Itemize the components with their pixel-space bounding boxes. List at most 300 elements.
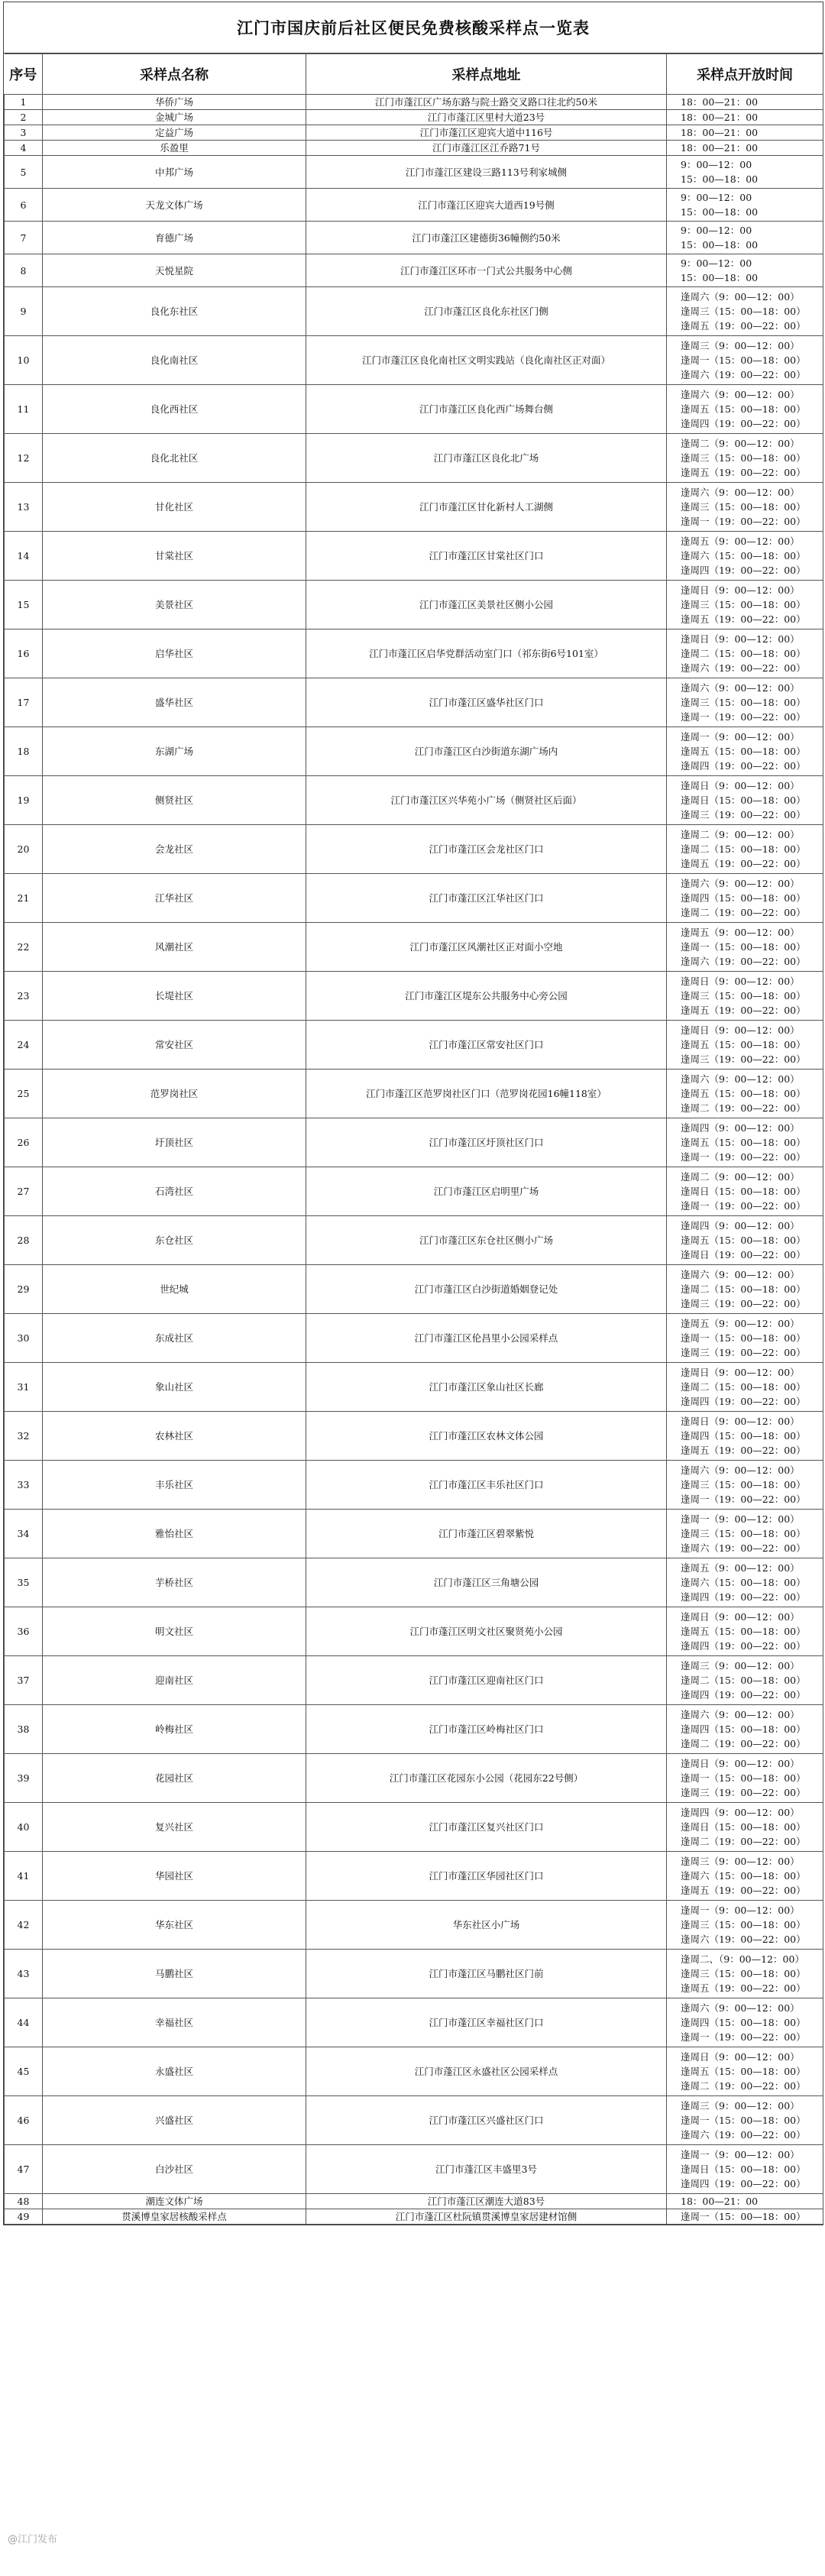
opening-hours-line: 逢周一（9：00—12：00）	[681, 1904, 800, 1916]
opening-hours-line: 逢周五（15：00—18：00）	[681, 1626, 806, 1637]
row-number: 44	[5, 1998, 43, 2047]
opening-hours-line: 逢周六（9：00—12：00）	[681, 1709, 800, 1720]
opening-hours-line: 逢周四（9：00—12：00）	[681, 1220, 800, 1231]
table-row	[5, 825, 823, 874]
site-address: 江门市蓬江区幸福社区门口	[306, 1998, 667, 2047]
site-address: 江门市蓬江区启华党群活动室门口（祁东街6号101室）	[306, 629, 667, 678]
opening-hours-line: 逢周五（15：00—18：00）	[681, 403, 806, 415]
opening-hours-line: 18：00—21：00	[681, 96, 759, 108]
opening-hours	[667, 581, 823, 629]
opening-hours-line: 逢周二（19：00—22：00）	[681, 1836, 806, 1847]
site-name: 潮连文体广场	[43, 2194, 306, 2209]
opening-hours	[667, 1216, 823, 1265]
opening-hours	[667, 189, 823, 222]
table-row	[5, 972, 823, 1021]
opening-hours-line: 逢周三（9：00—12：00）	[681, 340, 800, 351]
site-address: 江门市蓬江区良化北广场	[306, 434, 667, 483]
opening-hours-line: 逢周五（15：00—18：00）	[681, 1235, 806, 1246]
opening-hours-line: 逢周三（9：00—12：00）	[681, 1856, 800, 1867]
opening-hours-line: 逢周三（19：00—22：00）	[681, 1298, 806, 1309]
table-row	[5, 1754, 823, 1803]
opening-hours-line: 逢周一（15：00—18：00）	[681, 941, 806, 953]
opening-hours	[667, 110, 823, 125]
site-address: 江门市蓬江区风潮社区正对面小空地	[306, 923, 667, 972]
opening-hours-line: 逢周一（9：00—12：00）	[681, 1513, 800, 1525]
site-address: 江门市蓬江区潮连大道83号	[306, 2194, 667, 2209]
opening-hours-line: 逢周三（15：00—18：00）	[681, 1528, 806, 1539]
opening-hours-line: 逢周六（19：00—22：00）	[681, 369, 806, 380]
opening-hours	[667, 2145, 823, 2194]
site-address: 华东社区小广场	[306, 1901, 667, 1950]
site-name: 美景社区	[43, 581, 306, 629]
row-number: 20	[5, 825, 43, 874]
sampling-sites-table	[4, 53, 823, 2225]
opening-hours	[667, 1461, 823, 1510]
site-address: 江门市蓬江区花园东小公园（花园东22号侧）	[306, 1754, 667, 1803]
opening-hours	[667, 483, 823, 532]
opening-hours-line: 逢周五（15：00—18：00）	[681, 1137, 806, 1148]
opening-hours-line: 15：00—18：00	[681, 272, 759, 283]
site-address: 江门市蓬江区江乔路71号	[306, 141, 667, 156]
site-name: 马鹏社区	[43, 1950, 306, 1998]
table-row	[5, 776, 823, 825]
site-name: 甘化社区	[43, 483, 306, 532]
opening-hours-line: 逢周六（19：00—22：00）	[681, 1934, 806, 1945]
site-name: 盛华社区	[43, 678, 306, 727]
opening-hours	[667, 923, 823, 972]
opening-hours-line: 逢周五（9：00—12：00）	[681, 536, 800, 547]
row-number: 48	[5, 2194, 43, 2209]
table-row	[5, 1461, 823, 1510]
site-name: 侧贤社区	[43, 776, 306, 825]
row-number: 46	[5, 2096, 43, 2145]
site-address: 江门市蓬江区马鹏社区门前	[306, 1950, 667, 1998]
opening-hours-line: 逢周一（9：00—12：00）	[681, 2149, 800, 2160]
opening-hours-line: 逢周二（15：00—18：00）	[681, 1675, 806, 1686]
row-number: 41	[5, 1852, 43, 1901]
opening-hours-line: 逢周二（19：00—22：00）	[681, 1738, 806, 1749]
opening-hours-line: 逢周三（15：00—18：00）	[681, 697, 806, 708]
opening-hours	[667, 156, 823, 189]
opening-hours-line: 逢周五（9：00—12：00）	[681, 1562, 800, 1574]
opening-hours	[667, 1803, 823, 1852]
table-row	[5, 727, 823, 776]
site-address: 江门市蓬江区常安社区门口	[306, 1021, 667, 1070]
site-name: 良化西社区	[43, 385, 306, 434]
opening-hours	[667, 1510, 823, 1558]
site-address: 江门市蓬江区迎宾大道中116号	[306, 125, 667, 141]
opening-hours-line: 逢周六（15：00—18：00）	[681, 1577, 806, 1588]
site-address: 江门市蓬江区岭梅社区门口	[306, 1705, 667, 1754]
opening-hours-line: 15：00—18：00	[681, 239, 759, 251]
opening-hours	[667, 2047, 823, 2096]
opening-hours-line: 逢周日（9：00—12：00）	[681, 2051, 800, 2063]
site-name: 甘棠社区	[43, 532, 306, 581]
site-name: 芋桥社区	[43, 1558, 306, 1607]
opening-hours	[667, 385, 823, 434]
opening-hours-line: 逢周六（19：00—22：00）	[681, 956, 806, 967]
table-row	[5, 1852, 823, 1901]
row-number: 9	[5, 287, 43, 336]
row-number: 18	[5, 727, 43, 776]
site-name: 定益广场	[43, 125, 306, 141]
opening-hours-line: 逢周一（19：00—22：00）	[681, 1200, 806, 1212]
row-number: 26	[5, 1118, 43, 1167]
opening-hours-line: 逢周二（19：00—22：00）	[681, 1102, 806, 1114]
opening-hours-line: 逢周三（19：00—22：00）	[681, 1053, 806, 1065]
opening-hours-line: 逢周一（9：00—12：00）	[681, 731, 800, 743]
row-number: 36	[5, 1607, 43, 1656]
table-row	[5, 581, 823, 629]
opening-hours-line: 逢周一（19：00—22：00）	[681, 2031, 806, 2043]
site-address: 江门市蓬江区白沙街道婚姻登记处	[306, 1265, 667, 1314]
site-address: 江门市蓬江区甘棠社区门口	[306, 532, 667, 581]
watermark: @江门发布	[8, 2534, 58, 2545]
table-row	[5, 923, 823, 972]
site-address: 江门市蓬江区华园社区门口	[306, 1852, 667, 1901]
table-row	[5, 1705, 823, 1754]
row-number: 12	[5, 434, 43, 483]
opening-hours	[667, 125, 823, 141]
opening-hours-line: 9：00—12：00	[681, 225, 752, 236]
row-number: 25	[5, 1070, 43, 1118]
opening-hours	[667, 1118, 823, 1167]
table-row	[5, 1412, 823, 1461]
row-number: 29	[5, 1265, 43, 1314]
opening-hours-line: 逢周日（9：00—12：00）	[681, 1024, 800, 1036]
opening-hours	[667, 825, 823, 874]
opening-hours	[667, 222, 823, 254]
opening-hours-line: 15：00—18：00	[681, 206, 759, 218]
row-number: 4	[5, 141, 43, 156]
table-body	[5, 95, 823, 2225]
page-title: 江门市国庆前后社区便民免费核酸采样点一览表	[4, 2, 823, 53]
opening-hours-line: 逢周三（15：00—18：00）	[681, 1919, 806, 1930]
site-name: 东仓社区	[43, 1216, 306, 1265]
opening-hours-line: 逢周一（19：00—22：00）	[681, 516, 806, 527]
site-address: 江门市蓬江区会龙社区门口	[306, 825, 667, 874]
table-row	[5, 2209, 823, 2225]
table-row	[5, 1998, 823, 2047]
row-number: 11	[5, 385, 43, 434]
site-name: 启华社区	[43, 629, 306, 678]
table-row	[5, 1363, 823, 1412]
opening-hours	[667, 95, 823, 110]
row-number: 40	[5, 1803, 43, 1852]
opening-hours-line: 逢周四（19：00—22：00）	[681, 1396, 806, 1407]
opening-hours-line: 18：00—21：00	[681, 127, 759, 138]
site-address: 江门市蓬江区建德街36幢侧约50米	[306, 222, 667, 254]
row-number: 5	[5, 156, 43, 189]
opening-hours-line: 逢周四（15：00—18：00）	[681, 2017, 806, 2028]
row-number: 10	[5, 336, 43, 385]
column-header-address: 采样点地址	[306, 54, 667, 95]
table-row	[5, 1558, 823, 1607]
site-name: 中邦广场	[43, 156, 306, 189]
site-address: 江门市蓬江区象山社区长廊	[306, 1363, 667, 1412]
column-header-no: 序号	[5, 54, 43, 95]
sampling-sites-sheet	[3, 2, 823, 2225]
site-name: 天龙文体广场	[43, 189, 306, 222]
table-row	[5, 1265, 823, 1314]
site-name: 兴盛社区	[43, 2096, 306, 2145]
opening-hours-line: 逢周六（9：00—12：00）	[681, 2002, 800, 2014]
opening-hours-line: 逢周五（19：00—22：00）	[681, 858, 806, 869]
opening-hours	[667, 1070, 823, 1118]
table-row	[5, 1803, 823, 1852]
opening-hours-line: 逢周三（15：00—18：00）	[681, 990, 806, 1002]
opening-hours-line: 逢周三（9：00—12：00）	[681, 1660, 800, 1671]
opening-hours	[667, 1558, 823, 1607]
column-header-hours: 采样点开放时间	[667, 54, 823, 95]
opening-hours-line: 逢周四（15：00—18：00）	[681, 1723, 806, 1735]
site-address: 江门市蓬江区美景社区侧小公园	[306, 581, 667, 629]
table-row	[5, 532, 823, 581]
opening-hours-line: 逢周五（15：00—18：00）	[681, 1088, 806, 1099]
opening-hours-line: 逢周六（9：00—12：00）	[681, 682, 800, 694]
site-name: 丰乐社区	[43, 1461, 306, 1510]
opening-hours-line: 逢周五（19：00—22：00）	[681, 1445, 806, 1456]
opening-hours	[667, 1656, 823, 1705]
opening-hours-line: 逢周五（19：00—22：00）	[681, 1982, 806, 1994]
site-address: 江门市蓬江区盛华社区门口	[306, 678, 667, 727]
opening-hours-line: 逢周五（15：00—18：00）	[681, 2066, 806, 2077]
row-number: 8	[5, 254, 43, 287]
opening-hours	[667, 1021, 823, 1070]
site-name: 雅怡社区	[43, 1510, 306, 1558]
opening-hours-line: 逢周五（19：00—22：00）	[681, 1885, 806, 1896]
opening-hours-line: 逢周二（19：00—22：00）	[681, 2080, 806, 2092]
opening-hours-line: 18：00—21：00	[681, 112, 759, 123]
opening-hours-line: 逢周三（9：00—12：00）	[681, 2100, 800, 2112]
opening-hours	[667, 629, 823, 678]
table-row	[5, 1607, 823, 1656]
row-number: 7	[5, 222, 43, 254]
site-address: 江门市蓬江区碧翠紫悦	[306, 1510, 667, 1558]
opening-hours-line: 9：00—12：00	[681, 192, 752, 203]
opening-hours-line: 逢周日（15：00—18：00）	[681, 794, 806, 806]
site-address: 江门市蓬江区兴华苑小广场（侧贤社区后面）	[306, 776, 667, 825]
opening-hours-line: 逢周六（15：00—18：00）	[681, 550, 806, 561]
table-row	[5, 1510, 823, 1558]
table-row	[5, 1216, 823, 1265]
table-row	[5, 629, 823, 678]
site-name: 金城广场	[43, 110, 306, 125]
row-number: 39	[5, 1754, 43, 1803]
opening-hours-line: 逢周日（19：00—22：00）	[681, 1249, 806, 1260]
row-number: 33	[5, 1461, 43, 1510]
opening-hours-line: 逢周六（19：00—22：00）	[681, 1542, 806, 1554]
opening-hours-line: 逢周一（15：00—18：00）	[681, 2211, 806, 2222]
opening-hours-line: 逢周五（19：00—22：00）	[681, 613, 806, 625]
opening-hours-line: 逢周四（19：00—22：00）	[681, 2178, 806, 2189]
row-number: 3	[5, 125, 43, 141]
site-address: 江门市蓬江区伦昌里小公园采样点	[306, 1314, 667, 1363]
opening-hours-line: 逢周四（15：00—18：00）	[681, 892, 806, 904]
site-address: 江门市蓬江区迎南社区门口	[306, 1656, 667, 1705]
table-row	[5, 110, 823, 125]
opening-hours-line: 逢周三（19：00—22：00）	[681, 1787, 806, 1798]
opening-hours-line: 逢周四（9：00—12：00）	[681, 1122, 800, 1134]
site-name: 花园社区	[43, 1754, 306, 1803]
site-address: 江门市蓬江区三角塘公园	[306, 1558, 667, 1607]
opening-hours	[667, 1314, 823, 1363]
row-number: 15	[5, 581, 43, 629]
opening-hours-line: 逢周二（15：00—18：00）	[681, 1283, 806, 1295]
opening-hours-line: 逢周五（19：00—22：00）	[681, 1005, 806, 1016]
opening-hours-line: 逢周四（19：00—22：00）	[681, 1689, 806, 1701]
opening-hours-line: 逢周三（15：00—18：00）	[681, 452, 806, 464]
site-name: 世纪城	[43, 1265, 306, 1314]
row-number: 6	[5, 189, 43, 222]
opening-hours-line: 18：00—21：00	[681, 142, 759, 154]
opening-hours-line: 逢周六（9：00—12：00）	[681, 389, 800, 400]
site-name: 象山社区	[43, 1363, 306, 1412]
opening-hours	[667, 874, 823, 923]
opening-hours-line: 9：00—12：00	[681, 257, 752, 269]
row-number: 16	[5, 629, 43, 678]
site-name: 良化南社区	[43, 336, 306, 385]
opening-hours	[667, 776, 823, 825]
row-number: 21	[5, 874, 43, 923]
opening-hours	[667, 1363, 823, 1412]
row-number: 17	[5, 678, 43, 727]
site-address: 江门市蓬江区丰乐社区门口	[306, 1461, 667, 1510]
site-name: 良化北社区	[43, 434, 306, 483]
row-number: 43	[5, 1950, 43, 1998]
table-row	[5, 2047, 823, 2096]
opening-hours-line: 逢周二（15：00—18：00）	[681, 1381, 806, 1393]
site-name: 幸福社区	[43, 1998, 306, 2047]
site-address: 江门市蓬江区白沙街道东湖广场内	[306, 727, 667, 776]
row-number: 13	[5, 483, 43, 532]
table-row	[5, 95, 823, 110]
table-row	[5, 156, 823, 189]
opening-hours	[667, 1167, 823, 1216]
opening-hours-line: 逢周三（15：00—18：00）	[681, 599, 806, 610]
site-name: 华侨广场	[43, 95, 306, 110]
table-row	[5, 1070, 823, 1118]
site-address: 江门市蓬江区里村大道23号	[306, 110, 667, 125]
opening-hours-line: 逢周一（19：00—22：00）	[681, 1493, 806, 1505]
table-row	[5, 254, 823, 287]
row-number: 45	[5, 2047, 43, 2096]
opening-hours	[667, 1950, 823, 1998]
opening-hours	[667, 678, 823, 727]
opening-hours	[667, 532, 823, 581]
site-address: 江门市蓬江区良化西广场舞台侧	[306, 385, 667, 434]
opening-hours-line: 逢周六（9：00—12：00）	[681, 291, 800, 303]
site-name: 永盛社区	[43, 2047, 306, 2096]
site-address: 江门市蓬江区启明里广场	[306, 1167, 667, 1216]
site-address: 江门市蓬江区杜阮镇贯溪博皇家居建材馆侧	[306, 2209, 667, 2225]
opening-hours-line: 逢周六（19：00—22：00）	[681, 2129, 806, 2141]
opening-hours-line: 逢周一（19：00—22：00）	[681, 711, 806, 723]
site-address: 江门市蓬江区环市一门式公共服务中心侧	[306, 254, 667, 287]
row-number: 38	[5, 1705, 43, 1754]
site-address: 江门市蓬江区建设三路113号利家城侧	[306, 156, 667, 189]
table-row	[5, 385, 823, 434]
opening-hours	[667, 727, 823, 776]
site-name: 华园社区	[43, 1852, 306, 1901]
opening-hours-line: 逢周六（9：00—12：00）	[681, 878, 800, 889]
table-row	[5, 2145, 823, 2194]
site-address: 江门市蓬江区圩顶社区门口	[306, 1118, 667, 1167]
site-name: 迎南社区	[43, 1656, 306, 1705]
site-name: 江华社区	[43, 874, 306, 923]
row-number: 2	[5, 110, 43, 125]
opening-hours-line: 逢周三（19：00—22：00）	[681, 1347, 806, 1358]
site-name: 乐盈里	[43, 141, 306, 156]
row-number: 42	[5, 1901, 43, 1950]
opening-hours-line: 逢周四（15：00—18：00）	[681, 1430, 806, 1442]
opening-hours-line: 逢周三（15：00—18：00）	[681, 501, 806, 513]
site-name: 风潮社区	[43, 923, 306, 972]
row-number: 49	[5, 2209, 43, 2225]
opening-hours-line: 逢周四（19：00—22：00）	[681, 1591, 806, 1603]
opening-hours	[667, 1265, 823, 1314]
row-number: 31	[5, 1363, 43, 1412]
site-address: 江门市蓬江区迎宾大道西19号侧	[306, 189, 667, 222]
opening-hours-line: 逢周二（15：00—18：00）	[681, 843, 806, 855]
opening-hours	[667, 1998, 823, 2047]
table-row	[5, 222, 823, 254]
opening-hours	[667, 972, 823, 1021]
table-row	[5, 678, 823, 727]
row-number: 47	[5, 2145, 43, 2194]
table-row	[5, 874, 823, 923]
opening-hours-line: 逢周五（19：00—22：00）	[681, 467, 806, 478]
site-address: 江门市蓬江区永盛社区公园采样点	[306, 2047, 667, 2096]
site-address: 江门市蓬江区堤东公共服务中心旁公园	[306, 972, 667, 1021]
opening-hours-line: 逢周六（9：00—12：00）	[681, 487, 800, 498]
row-number: 14	[5, 532, 43, 581]
site-address: 江门市蓬江区甘化新村人工湖侧	[306, 483, 667, 532]
opening-hours	[667, 1754, 823, 1803]
opening-hours-line: 逢周六（19：00—22：00）	[681, 662, 806, 674]
opening-hours-line: 逢周五（15：00—18：00）	[681, 1039, 806, 1050]
site-name: 石湾社区	[43, 1167, 306, 1216]
opening-hours-line: 逢周五（15：00—18：00）	[681, 746, 806, 757]
opening-hours-line: 逢周一（19：00—22：00）	[681, 1151, 806, 1163]
table-row	[5, 1167, 823, 1216]
opening-hours-line: 逢周四（9：00—12：00）	[681, 1807, 800, 1818]
site-name: 东成社区	[43, 1314, 306, 1363]
table-row	[5, 125, 823, 141]
row-number: 34	[5, 1510, 43, 1558]
opening-hours-line: 15：00—18：00	[681, 173, 759, 185]
site-address: 江门市蓬江区丰盛里3号	[306, 2145, 667, 2194]
site-name: 良化东社区	[43, 287, 306, 336]
opening-hours	[667, 434, 823, 483]
opening-hours-line: 逢周六（9：00—12：00）	[681, 1464, 800, 1476]
opening-hours-line: 逢周一（15：00—18：00）	[681, 354, 806, 366]
site-name: 范罗岗社区	[43, 1070, 306, 1118]
opening-hours-line: 逢周日（15：00—18：00）	[681, 1186, 806, 1197]
opening-hours	[667, 287, 823, 336]
table-row	[5, 1314, 823, 1363]
table-row	[5, 1021, 823, 1070]
opening-hours-line: 逢周日（9：00—12：00）	[681, 1611, 800, 1623]
opening-hours	[667, 2096, 823, 2145]
opening-hours-line: 18：00—21：00	[681, 2196, 759, 2207]
row-number: 28	[5, 1216, 43, 1265]
row-number: 19	[5, 776, 43, 825]
opening-hours	[667, 336, 823, 385]
site-address: 江门市蓬江区兴盛社区门口	[306, 2096, 667, 2145]
opening-hours-line: 逢周二（9：00—12：00）	[681, 1171, 800, 1183]
site-address: 江门市蓬江区明文社区聚贤苑小公园	[306, 1607, 667, 1656]
